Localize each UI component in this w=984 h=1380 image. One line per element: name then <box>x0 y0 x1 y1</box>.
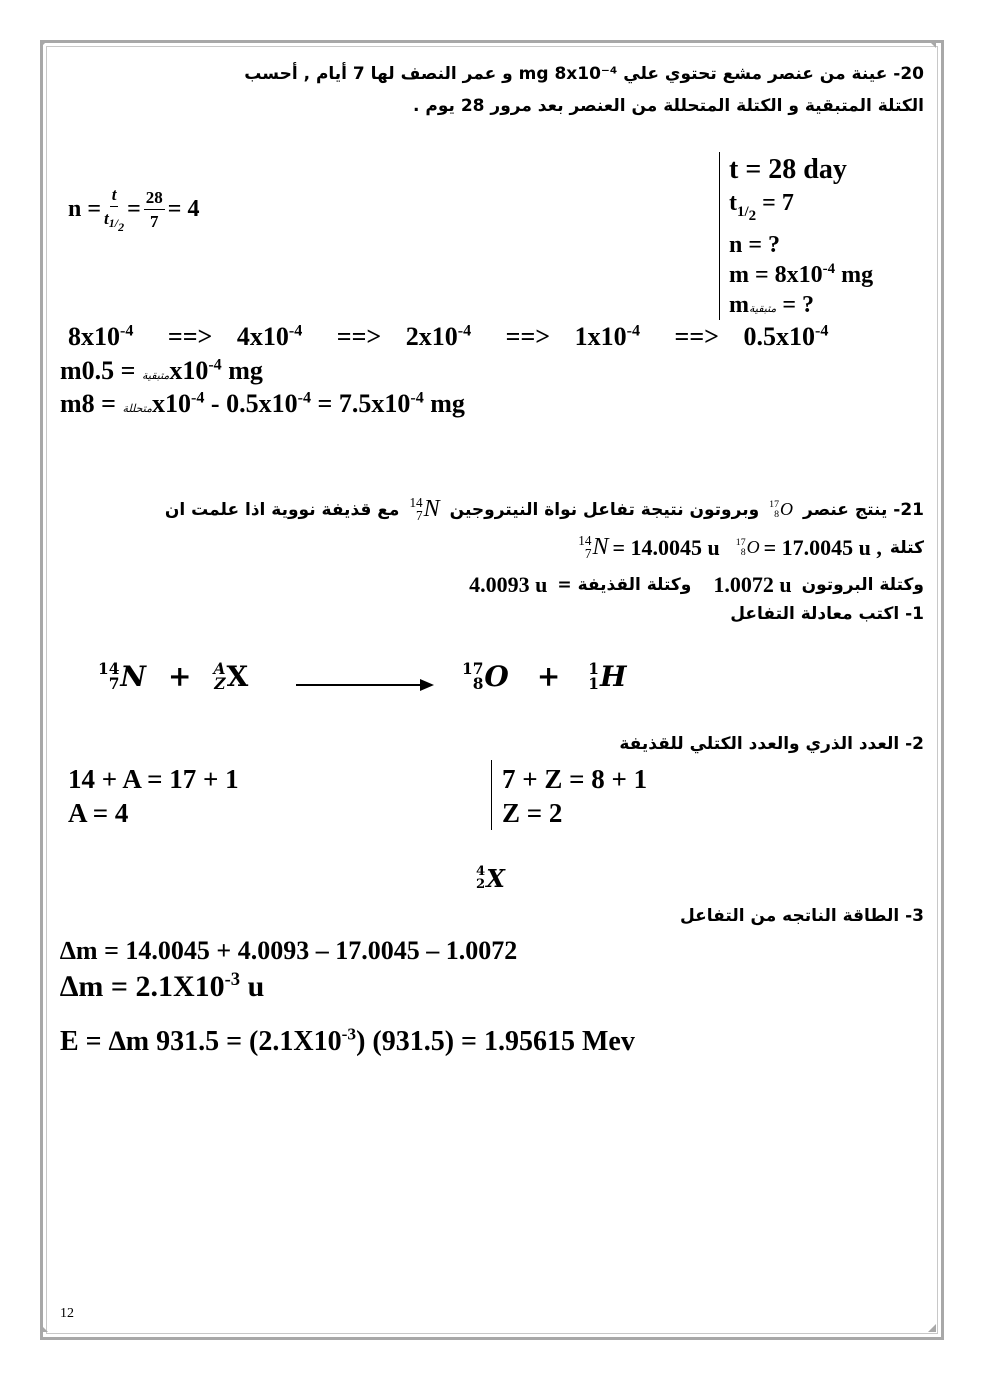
frame-corner-tl <box>40 40 48 48</box>
q21-line1-a: 21- ينتج عنصر <box>803 499 924 520</box>
mass-o-Z: 8 <box>740 546 746 558</box>
chain-v2: 4x10 <box>236 322 289 351</box>
rx-o-sym: O <box>484 660 509 693</box>
given-m-rem-label: m <box>729 292 749 318</box>
frac-num-28: 28 <box>144 189 165 210</box>
n-eq1: = <box>127 196 141 222</box>
reaction-n14 <box>98 660 146 693</box>
q21-line3 <box>469 572 924 598</box>
frame-corner-bl <box>40 1324 48 1332</box>
line3-projectile-value: 4.0093 u <box>469 572 548 597</box>
remaining-unit: mg <box>221 356 263 385</box>
rx-x-sym: X <box>226 660 249 693</box>
q21-line1 <box>165 496 924 523</box>
q21-line1-b: وبروتون نتيجة تفاعل نواة النيتروجين <box>449 499 760 520</box>
reaction-projectile <box>213 660 248 693</box>
eq-z-line2: Z = 2 <box>502 798 563 828</box>
decayed-e2: -4 <box>297 389 312 407</box>
chain-arrow3: ==> <box>505 322 551 351</box>
q21-step1: 1- اكتب معادلة التفاعل <box>730 604 924 624</box>
chain-arrow2: ==> <box>336 322 382 351</box>
mass-defect-expression: ∆m = 14.0045 + 4.0093 – 17.0045 – 1.0072 <box>60 936 518 965</box>
chain-e4: -4 <box>626 322 641 340</box>
decayed-p3: = 7.5x10 <box>311 389 411 418</box>
q21-step3: 3- الطاقة الناتجه من التفاعل <box>679 906 924 926</box>
decayed-p1: = 8x10 <box>81 389 191 418</box>
inline-n-Z: 7 <box>416 507 423 523</box>
isotope-o17-inline <box>769 499 793 520</box>
mass-values <box>578 534 882 561</box>
projectile-alpha <box>476 864 505 893</box>
fraction-t-over-thalf <box>104 186 124 233</box>
isotope-n14-mass <box>578 534 608 561</box>
decayed-sub: متحللة <box>122 402 152 415</box>
frame-corner-br <box>928 1324 936 1332</box>
given-m-rem-sub: متبقية <box>749 302 777 315</box>
energy-expression <box>60 1026 635 1058</box>
given-n: n = ? <box>729 232 781 258</box>
reaction-arrow-head <box>420 679 434 691</box>
line3-projectile-label: وكتلة القذيفة = <box>557 575 692 595</box>
rx-plus-2: + <box>536 660 561 693</box>
decayed-unit: mg <box>423 389 465 418</box>
halving-chain <box>68 322 828 352</box>
q21-line1-c: مع قذيفة نووية اذا علمت ان <box>164 499 400 520</box>
n-formula <box>68 186 199 233</box>
rx-x-A: A <box>213 659 226 678</box>
rx-h-sym: H <box>600 660 627 693</box>
n-lhs: n = <box>68 196 102 222</box>
t-half-value: = 7 <box>762 190 794 216</box>
given-m-rem-val: = ? <box>776 292 814 318</box>
rx-n-Z: 7 <box>108 674 120 693</box>
dm-base: ∆m = 2.1X10 <box>60 970 225 1003</box>
q20-line1: 20- عينة من عنصر مشع تحتوي علي mg ‎8x10‎⁻⁴ و عمر النصف لها 7 أيام , أحسب <box>244 64 924 84</box>
rx-h-Z: 1 <box>588 674 599 693</box>
q20-line2: الكتلة المتبقية و الكتلة المتحللة من العنصر بعد مرور 28 يوم . <box>413 96 924 116</box>
mass-n-A: 14 <box>578 532 592 548</box>
rx-h-A: 1 <box>588 659 599 678</box>
chain-e5: -4 <box>815 322 829 340</box>
fraction-28-over-7 <box>144 189 165 230</box>
decayed-p2: - 0.5x10 <box>204 389 298 418</box>
mass-n-Z: 7 <box>584 545 592 561</box>
dm-exp: -3 <box>224 969 241 990</box>
given-divider <box>719 152 720 320</box>
chain-v4: 1x10 <box>574 322 627 351</box>
reaction-o17 <box>462 660 509 693</box>
given-m-exp: -4 <box>822 261 836 277</box>
eq-a-line2: A = 4 <box>68 798 129 828</box>
remaining-value: = 0.5x10 <box>81 356 209 385</box>
dm-unit: u <box>240 970 265 1003</box>
isotope-n14-inline <box>409 496 439 523</box>
n-result: = 4 <box>167 196 200 222</box>
eq-z-line1: 7 + Z = 8 + 1 <box>502 764 648 794</box>
mass-o-A: 17 <box>735 537 746 549</box>
frac-den-thalf: $t1/_2$ <box>104 209 125 234</box>
page-number: 12 <box>60 1306 74 1321</box>
rx-n-A: 14 <box>98 659 120 678</box>
mass-n-sym: N <box>592 534 609 560</box>
line3-proton-label: وكتلة البروتون <box>801 575 924 595</box>
given-m-base: m = 8x10 <box>729 262 823 288</box>
energy-exp: -3 <box>341 1024 357 1044</box>
chain-e3: -4 <box>457 322 472 340</box>
result-x-Z: 2 <box>476 876 486 892</box>
rx-plus-1: + <box>168 660 192 693</box>
decayed-e1: -4 <box>191 389 205 407</box>
frac-den-base: t <box>104 209 109 228</box>
inline-n-sym: N <box>423 496 440 522</box>
given-t-half: $t_{1/2} = 7$ <box>729 190 794 224</box>
decayed-mass <box>60 389 465 419</box>
reaction-h1 <box>588 660 626 693</box>
chain-v5: 0.5x10 <box>743 322 815 351</box>
inline-o-A: 17 <box>769 499 780 511</box>
projectile-result <box>476 852 505 893</box>
rx-n-sym: N <box>120 660 147 693</box>
given-m-remaining <box>729 292 814 319</box>
mass-o-sym: O <box>746 537 760 557</box>
inline-o-sym: O <box>780 499 794 519</box>
mass-o-value: = 17.0045 u , <box>763 534 882 560</box>
t-half-base: t <box>729 190 737 216</box>
inline-n-A: 14 <box>409 494 423 510</box>
remaining-label: m <box>60 356 82 385</box>
rx-x-Z: Z <box>214 674 226 693</box>
reaction-equation <box>98 660 248 693</box>
frame-corner-tr <box>928 40 936 48</box>
isotope-o17-mass <box>736 537 760 558</box>
inline-o-Z: 8 <box>774 508 780 520</box>
q21-masses-line <box>578 534 924 561</box>
chain-e2: -4 <box>288 322 303 340</box>
reaction-arrow-line <box>296 684 422 686</box>
energy-b: ) (931.5) = 1.95615 Mev <box>356 1026 635 1057</box>
frac-den-7: 7 <box>150 212 159 231</box>
energy-a: E = ∆m 931.5 = (2.1X10 <box>60 1026 342 1057</box>
chain-v3: 2x10 <box>405 322 458 351</box>
chain-v1: 8x10 <box>68 322 120 351</box>
chain-arrow1: ==> <box>167 322 213 351</box>
given-m <box>729 262 873 289</box>
remaining-mass <box>60 356 263 386</box>
eq-a-line1: 14 + A = 17 + 1 <box>68 764 239 794</box>
decayed-e3: -4 <box>410 389 424 407</box>
chain-arrow4: ==> <box>674 322 719 351</box>
decayed-label: m <box>60 389 82 418</box>
q21-step2: 2- العدد الذري والعدد الكتلي للقذيفة <box>619 734 924 754</box>
result-x-sym: X <box>486 864 505 894</box>
remaining-exp: -4 <box>208 356 222 374</box>
mass-label: كتلة <box>889 537 924 558</box>
given-t: t = 28 day <box>729 154 847 185</box>
given-m-unit: mg <box>835 262 874 288</box>
reaction-products <box>462 660 626 693</box>
az-divider <box>491 760 492 830</box>
rx-o-Z: 8 <box>472 674 484 693</box>
line3-proton-value: 1.0072 u <box>713 572 792 597</box>
frac-num-t: t <box>110 186 119 207</box>
mass-n-value: = 14.0045 u <box>612 534 720 560</box>
result-x-A: 4 <box>476 864 486 879</box>
rx-o-A: 17 <box>462 659 484 678</box>
remaining-sub: متبقية <box>142 369 170 382</box>
mass-defect-result <box>60 970 264 1004</box>
chain-e1: -4 <box>120 322 134 340</box>
